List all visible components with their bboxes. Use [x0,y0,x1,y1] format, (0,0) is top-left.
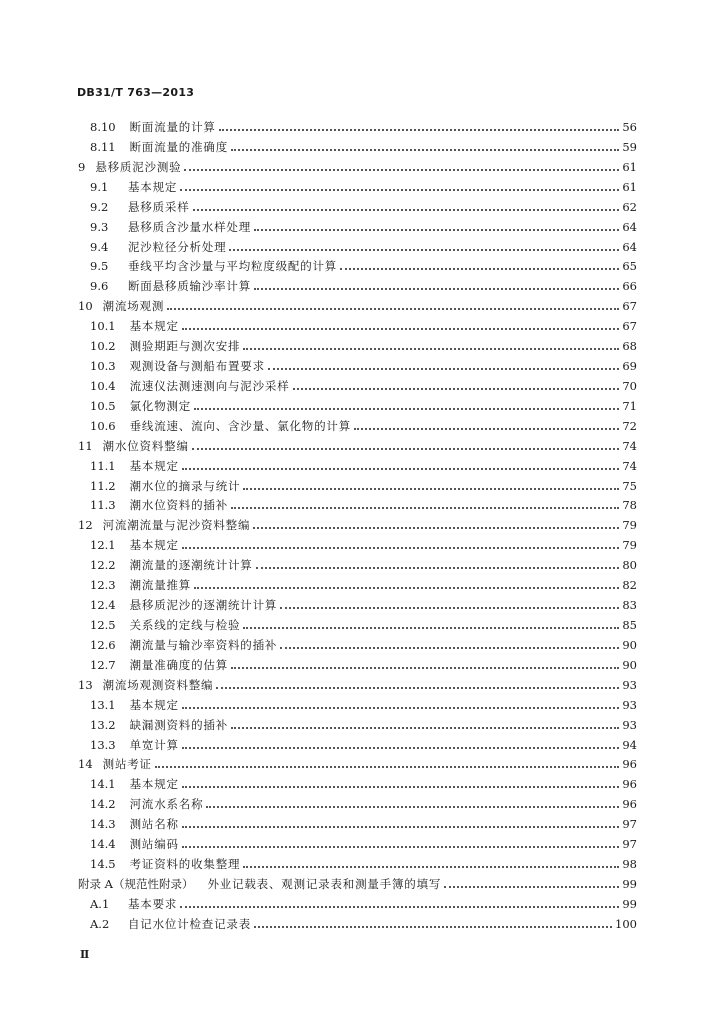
toc-entry-title: 测验期距与测次安排 [129,339,241,354]
toc-entry-title: 断面流量的准确度 [129,139,229,154]
toc-entry[interactable] [90,576,637,594]
toc-entry-page: 74 [622,458,637,473]
toc-entry-number: 10.6 [90,418,116,433]
dot-leader [253,527,619,529]
toc-entry-title: 潮水位的摘录与统计 [129,478,241,493]
toc-entry[interactable] [90,696,637,714]
dot-leader [192,448,620,450]
toc-entry-number: 12.5 [90,618,116,632]
toc-entry-page: 96 [622,777,637,792]
toc-entry[interactable] [90,656,637,674]
toc-entry-page: 70 [622,378,637,393]
toc-entry-number: 9.5 [90,259,109,274]
toc-entry-title: 测站名称 [129,817,179,832]
toc-entry-number: 10.4 [90,378,116,393]
toc-entry[interactable] [90,457,637,475]
toc-entry-number: 14.2 [90,797,116,812]
toc-entry[interactable] [78,297,637,315]
dot-leader [182,547,620,549]
toc-entry-title: 观测设备与测船布置要求 [129,359,265,374]
toc-entry-page: 67 [622,299,637,314]
toc-entry[interactable] [90,477,637,495]
dot-leader [180,189,619,191]
toc-entry-page: 61 [622,179,637,194]
toc-entry-number: 11.3 [90,498,116,513]
dot-leader [254,288,619,290]
toc-entry[interactable] [90,795,637,813]
dot-leader [256,567,620,569]
dot-leader [293,388,620,390]
toc-entry-title: 基本规定 [129,777,179,792]
toc-entry-page: 80 [622,558,637,573]
toc-entry-number: 12.4 [90,598,116,613]
toc-entry-page: 62 [622,199,637,214]
dot-leader [180,906,619,908]
dot-leader [243,348,619,350]
toc-entry-page: 85 [622,618,637,632]
toc-entry[interactable] [90,138,637,156]
toc-entry-page: 64 [622,239,637,254]
toc-entry-number: 12.6 [90,637,116,652]
toc-entry-page: 96 [622,757,637,772]
toc-entry-title: 悬移质泥沙测验 [95,159,182,174]
toc-entry-number: 9.4 [90,239,109,254]
toc-entry-number: 10.3 [90,359,116,374]
dot-leader [182,747,620,749]
dot-leader [231,727,619,729]
toc-entry-number: A.1 [90,896,110,911]
dot-leader [231,667,619,669]
toc-entry-number: 11.2 [90,478,116,493]
dot-leader [231,507,619,509]
toc-entry-page: 94 [622,737,637,752]
toc-entry-page: 56 [622,120,637,134]
toc-entry-number: 9.3 [90,219,109,234]
dot-leader [155,766,620,768]
toc-entry-number: 11 [78,438,93,453]
toc-entry[interactable] [78,676,637,694]
toc-entry-number: 9.1 [90,179,109,194]
toc-entry-number: 14.3 [90,817,116,832]
toc-entry-number: 12 [78,518,93,533]
toc-entry-page: 71 [622,398,637,413]
toc-entry-title: 断面悬移质输沙率计算 [128,279,251,294]
toc-entry-title: 泥沙粒径分析处理 [128,239,227,254]
toc-entry-title: 测站考证 [102,757,152,772]
toc-entry-title: 潮流量的逐潮统计计算 [129,558,253,573]
dot-leader [182,468,620,470]
toc-entry-number: 12.1 [90,538,116,553]
document-code: DB31/T 763—2013 [77,86,195,99]
toc-entry-number: 10.5 [90,398,116,413]
toc-entry-page: 69 [622,359,637,374]
toc-entry-number: 9 [78,159,86,174]
toc-entry-number: 11.1 [90,458,116,473]
toc-entry-page: 82 [622,578,637,593]
dot-leader [231,149,619,151]
toc-entry-number: 8.11 [90,139,116,154]
toc-entry[interactable] [90,357,637,375]
toc-entry[interactable] [90,238,637,256]
toc-entry-page: 100 [615,916,637,931]
dot-leader [182,846,620,848]
toc-entry-title: 潮流量与输沙率资料的插补 [129,637,278,652]
toc-entry-title: 垂线平均含沙量与平均粒度级配的计算 [128,259,338,274]
toc-entry-page: 90 [622,657,637,672]
dot-leader [184,169,619,171]
toc-entry-page: 68 [622,339,637,354]
toc-entry-title: 缺漏测资料的插补 [129,717,229,732]
toc-entry[interactable] [78,516,637,534]
toc-entry-page: 96 [622,797,637,812]
toc-entry-page: 61 [622,159,637,174]
toc-entry-title: 潮流场观测资料整编 [102,677,214,692]
toc-entry-page: 99 [622,896,637,911]
toc-entry[interactable] [90,198,637,216]
toc-entry-page: 79 [622,518,637,533]
toc-entry-title: 悬移质泥沙的逐潮统计计算 [129,598,278,613]
dot-leader [444,886,619,888]
toc-entry-page: 74 [622,438,637,453]
dot-leader [182,328,620,330]
toc-entry-page: 65 [622,259,637,274]
dot-leader [280,647,619,649]
toc-entry[interactable] [78,875,637,893]
toc-entry-page: 98 [622,857,637,872]
dot-leader [182,707,620,709]
toc-entry[interactable] [90,775,637,793]
toc-entry-title: 基本规定 [129,319,179,334]
toc-entry-number: A.2 [90,916,110,931]
dot-leader [182,826,620,828]
toc-entry-number: 10.2 [90,339,116,354]
toc-entry-page: 97 [622,837,637,852]
toc-entry[interactable] [90,277,637,295]
toc-entry[interactable] [90,556,637,574]
dot-leader [167,308,619,310]
toc-entry-number: 10 [78,299,93,314]
toc-entry-number: 附录 A（规范性附录） [78,876,194,891]
toc-entry-title: 氯化物测定 [129,398,192,413]
page-number: Ⅱ [80,948,90,961]
toc-entry-number: 14.4 [90,837,116,852]
toc-entry[interactable] [78,755,637,773]
toc-entry-title: 潮流场观测 [102,299,165,314]
toc-entry-number: 9.6 [90,279,109,294]
toc-entry-page: 72 [622,418,637,433]
toc-entry-page: 93 [622,697,637,712]
toc-entry[interactable] [90,616,637,634]
toc-entry[interactable] [90,397,637,415]
dot-leader [254,229,619,231]
dot-leader [354,428,619,430]
toc-entry-page: 99 [622,876,637,891]
toc-entry[interactable] [90,915,637,933]
toc-entry-title: 断面流量的计算 [129,120,216,134]
toc-entry[interactable] [90,257,637,275]
toc-entry[interactable] [90,536,637,554]
toc-entry-title: 河流潮流量与泥沙资料整编 [102,518,251,533]
toc-entry[interactable] [90,636,637,654]
toc-entry-title: 潮水位资料的插补 [129,498,229,513]
toc-entry-title: 测站编码 [129,837,179,852]
toc-entry-title: 单宽计算 [129,737,179,752]
toc-entry[interactable] [90,736,637,754]
dot-leader [193,209,620,211]
dot-leader [229,249,619,251]
dot-leader [216,687,619,689]
toc-entry-page: 93 [622,677,637,692]
toc-entry-number: 12.3 [90,578,116,593]
toc-entry-title: 悬移质采样 [128,199,190,214]
toc-entry-title: 潮量准确度的估算 [129,657,229,672]
toc-entry-title: 潮流量推算 [129,578,192,593]
toc-entry[interactable] [78,437,637,455]
toc-entry-page: 79 [622,538,637,553]
dot-leader [280,607,619,609]
toc-entry[interactable] [90,716,637,734]
toc-entry-number: 13 [78,677,93,692]
toc-entry-page: 97 [622,817,637,832]
toc-entry-page: 66 [622,279,637,294]
dot-leader [219,129,620,131]
dot-leader [194,408,619,410]
toc-entry[interactable] [90,496,637,514]
dot-leader [206,806,619,808]
toc-entry-number: 10.1 [90,319,116,334]
toc-entry-page: 75 [622,478,637,493]
toc-entry-number: 13.3 [90,737,116,752]
toc-entry-title: 潮水位资料整编 [102,438,189,453]
toc-entry-title: 基本规定 [129,697,179,712]
dot-leader [243,627,619,629]
toc-entry-page: 59 [622,139,637,154]
toc-entry-page: 78 [622,498,637,513]
toc-entry[interactable] [90,377,637,395]
dot-leader [340,268,619,270]
toc-entry-page: 67 [622,319,637,334]
toc-entry[interactable] [90,895,637,913]
dot-leader [243,488,619,490]
toc-entry-title: 自记水位计检查记录表 [128,916,251,931]
toc-entry[interactable] [90,596,637,614]
toc-entry[interactable] [90,855,637,873]
toc-entry[interactable] [90,118,637,136]
toc-entry-page: 90 [622,637,637,652]
toc-entry-title: 关系线的定线与检验 [129,618,241,632]
dot-leader [182,786,620,788]
toc-entry-number: 13.1 [90,697,116,712]
toc-entry-number: 12.7 [90,657,116,672]
toc-entry-page: 64 [622,219,637,234]
toc-entry[interactable] [78,158,637,176]
toc-entry-number: 12.2 [90,558,116,573]
dot-leader [254,926,612,928]
toc-entry[interactable] [90,178,637,196]
dot-leader [243,866,619,868]
toc-entry-title: 基本规定 [129,458,179,473]
toc-entry-title: 考证资料的收集整理 [129,857,241,872]
toc-entry-title: 悬移质含沙量水样处理 [128,219,251,234]
toc-entry-number: 14.5 [90,857,116,872]
dot-leader [268,368,619,370]
toc-entry-title: 流速仪法测速测向与泥沙采样 [129,378,290,393]
toc-entry-title: 外业记载表、观测记录表和测量手簿的填写 [207,876,442,891]
toc-entry[interactable] [90,218,637,236]
toc-entry-number: 14.1 [90,777,116,792]
toc-entry-number: 13.2 [90,717,116,732]
toc-entry-page: 93 [622,717,637,732]
toc-entry[interactable] [90,815,637,833]
toc-entry-number: 9.2 [90,199,109,214]
toc-entry-title: 基本规定 [128,179,178,194]
toc-entry[interactable] [90,337,637,355]
toc-entry-number: 14 [78,757,93,772]
toc-entry-title: 基本规定 [129,538,179,553]
toc-entry-title: 垂线流速、流向、含沙量、氯化物的计算 [129,418,352,433]
toc-entry[interactable] [90,417,637,435]
toc-entry-title: 基本要求 [128,896,178,911]
toc-entry-page: 83 [622,598,637,613]
toc-entry-number: 8.10 [90,120,116,134]
toc-entry-title: 河流水系名称 [129,797,204,812]
toc-entry[interactable] [90,317,637,335]
dot-leader [194,587,619,589]
toc-entry[interactable] [90,835,637,853]
